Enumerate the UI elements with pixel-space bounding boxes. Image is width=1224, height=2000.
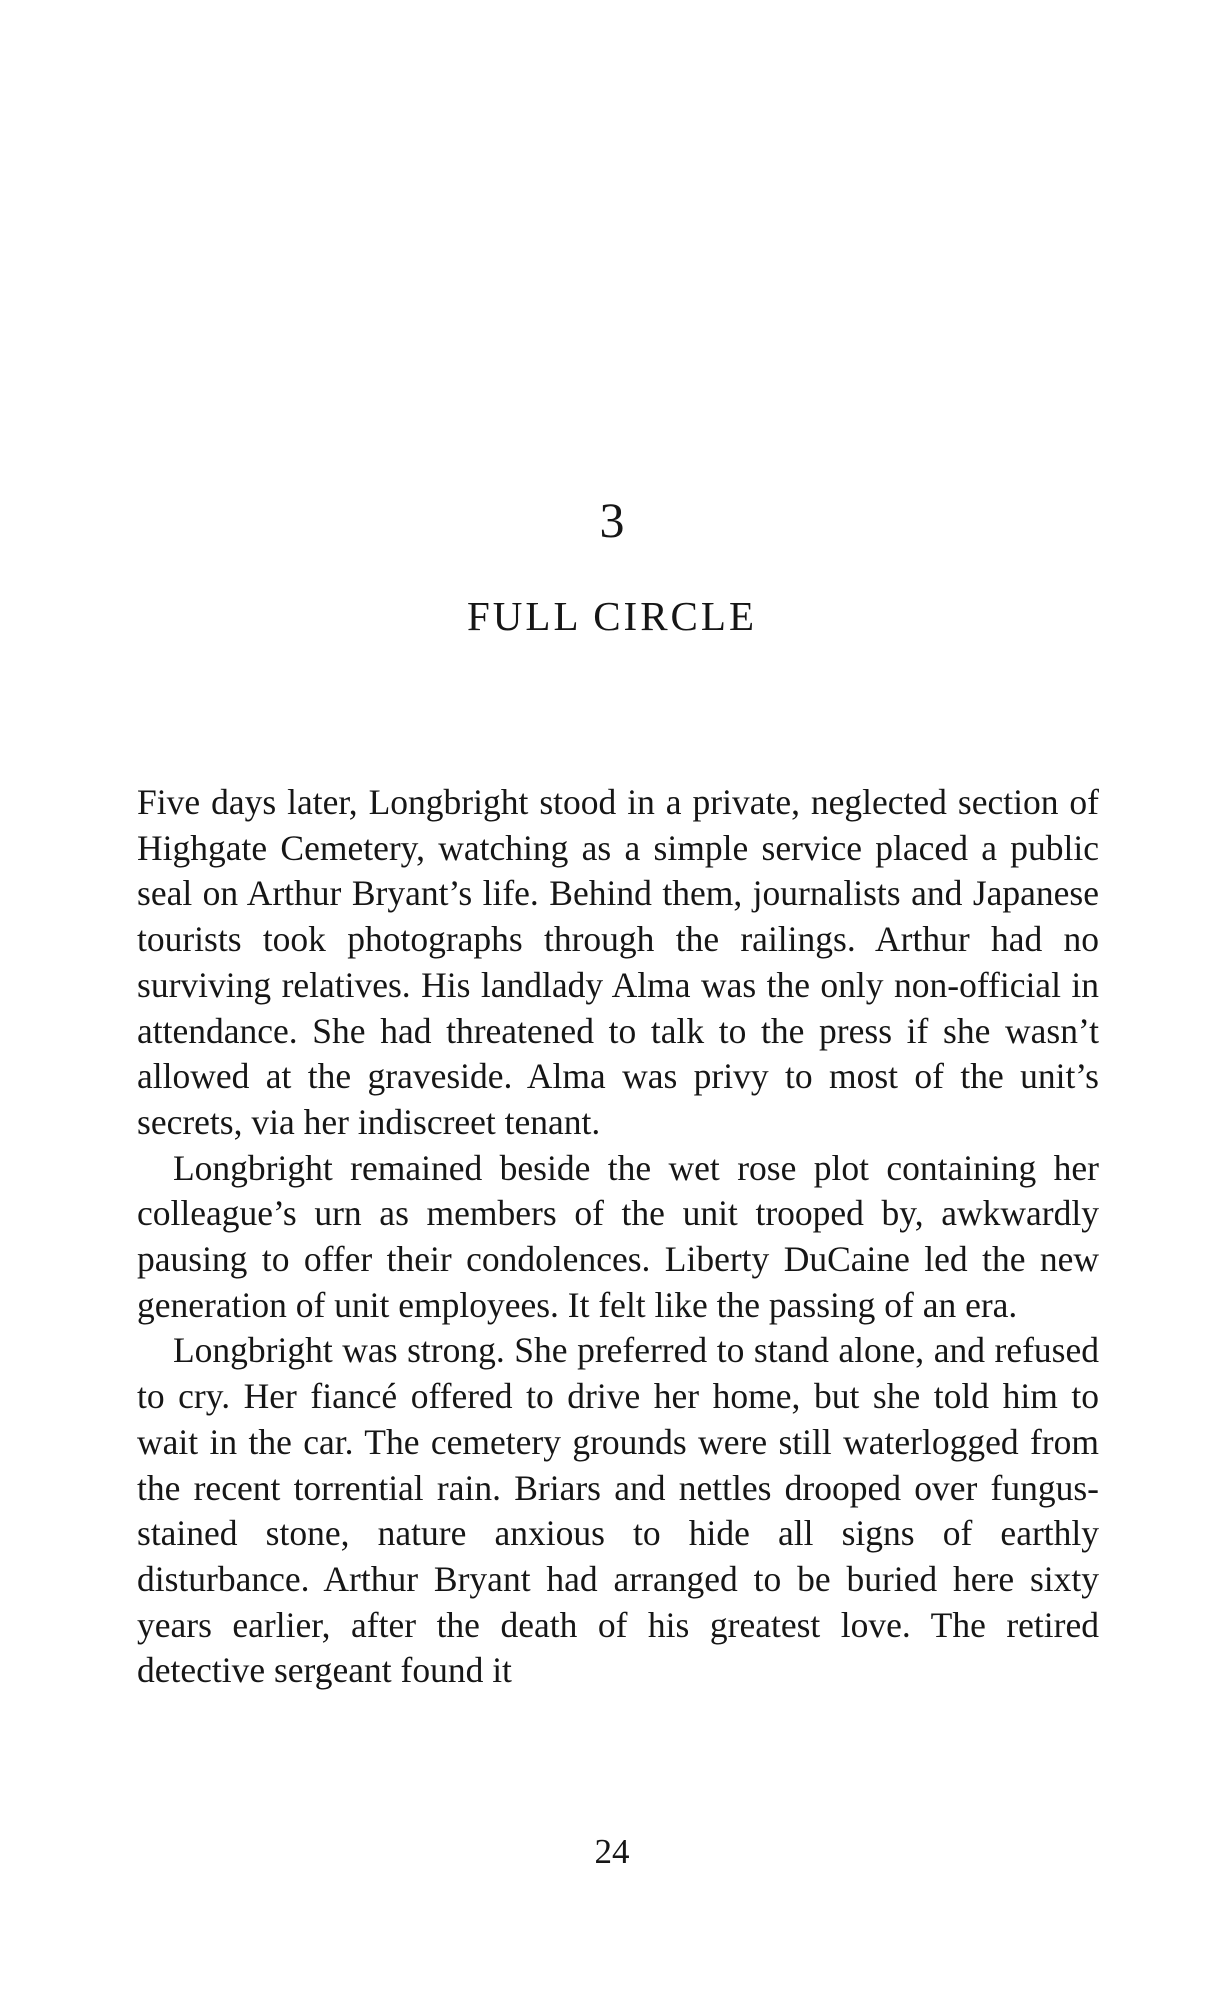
paragraph-3: Longbright was strong. She preferred to stand alone, and refused to cry. Her fiancé offered to drive her home, but she told him to wait in the car. The cemetery grounds were still waterlogged from the recent torrential rain. Briars and nettles drooped over fungus-stained stone, nature anxious to hide all signs of earthly disturbance. Arthur Bryant had arranged to be buried here sixty years earlier, after the death of his greatest love. The retired detective sergeant found it bbox=[137, 1330, 1099, 1691]
chapter-number: 3 bbox=[599, 492, 625, 548]
chapter-title: FULL CIRCLE bbox=[466, 593, 757, 639]
page-number: 24 bbox=[594, 1832, 630, 1871]
paragraph-2: Longbright remained beside the wet rose plot containing her colleague’s urn as members of the unit trooped by, awkwardly pausing to offer their condolences. Liberty DuCaine led the new generation of unit employees. It felt like the passing of an era. bbox=[137, 1147, 1099, 1325]
body-text bbox=[137, 780, 1099, 1694]
paragraph-1: Five days later, Longbright stood in a private, neglected section of Highgate Cemetery, watching as a simple service placed a public seal on Arthur Bryant’s life. Behind them, journalists and Japanese tourists took photographs through the railings. Arthur had no surviving relatives. His landlady Alma was the only non-official in attendance. She had threatened to talk to the press if she wasn’t allowed at the graveside. Alma was privy to most of the unit’s secrets, via her indiscreet tenant. bbox=[137, 782, 1099, 1142]
